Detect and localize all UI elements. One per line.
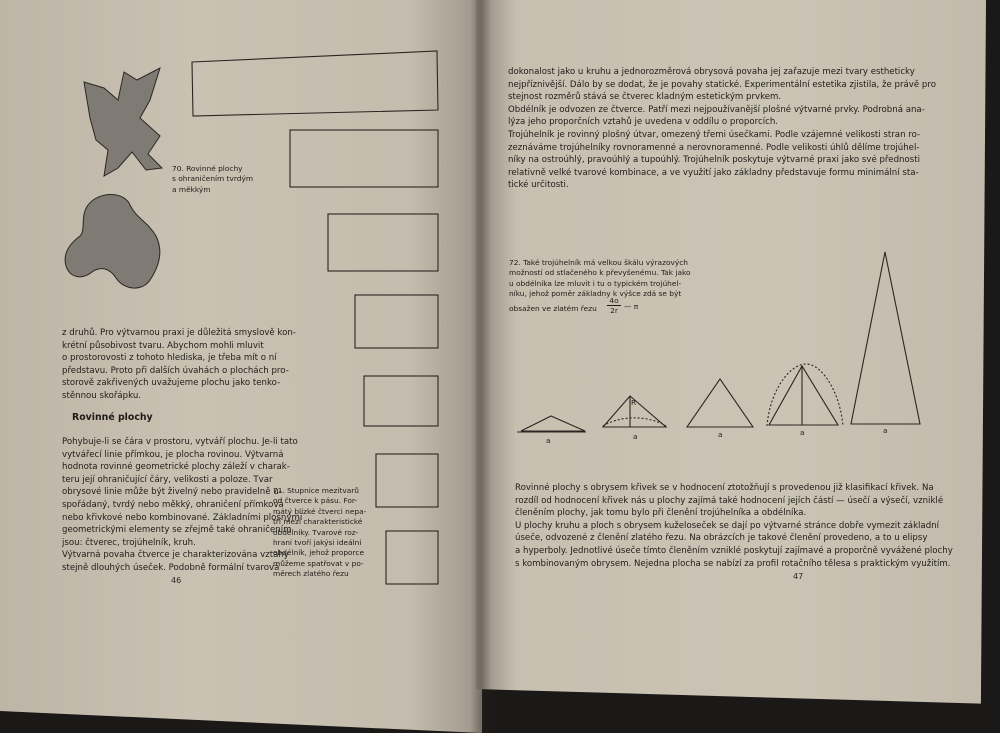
triangle-label: a: [718, 430, 723, 439]
rect-dim-tick: .: [442, 160, 444, 165]
arc-4: [767, 364, 843, 426]
rectangle-6: [376, 454, 438, 507]
rectangle-2: [290, 130, 438, 187]
triangle-label: a: [800, 428, 805, 437]
fig72-caption: 72. Také trojúhelník má velkou škálu výrazových možností od stlačeného k převyšenému. Tak jako u obdélníka lze mluvit i tu o typickém trojúhel- níku, jehož poměr základny k výšce zdá se být: [509, 258, 691, 299]
fraction-numerator: 4o: [609, 296, 619, 305]
fig72-formula-line: obsažen ve zlatém řezu: [509, 304, 597, 313]
rectangle-3: [328, 214, 438, 271]
triangle-label: a: [546, 436, 551, 445]
fig70-caption: 70. Rovinné plochy s ohraničením tvrdým a měkkým: [172, 164, 254, 194]
triangle-4: [769, 366, 838, 425]
triangle-1: [521, 416, 585, 431]
golden-ratio-fraction: [607, 296, 621, 315]
rectangle-5: [364, 376, 438, 426]
left-paragraph-2: Pohybuje-li se čára v prostoru, vytváří plochu. Je-li tato vytvářecí linie přímkou, je plocha rovinou. Výtvarná hodnota rovinné geometrické plochy záleží v charak- teru její ohraničující čáry, velikosti a poloze. Tvar obrysové linie může být živelný nebo pravidelně u- spořádaný, tvrdý nebo měkký, ohraničení přímková nebo křivkové nebo kombinované. Základními plošnými geometrickými elementy se zřejmě také ohraničením jsou: čtverec, trojúhelník, kruh. Výtvarná povaha čtverce je charakterizována vztahy stejně dlouhých úseček. Podobně formální tvarová: [62, 437, 303, 573]
triangle-label: a: [883, 426, 888, 435]
rect-dim-tick: .: [442, 82, 444, 87]
rect-dim-tick: .: [442, 240, 444, 245]
fig71-caption: 71. Stupnice mezitvarů od čtverce k pásu. For- mátý blízké čtverci nepa- tří mezi charakteristické obdélníky. Tvarové roz- hraní tvoří jakýsi ideální obdélník, jehož proporce můžeme spatřovat v po- měrech zlatého řezu: [273, 486, 367, 579]
soft-blob-figure: [65, 194, 160, 288]
triangle-3: [687, 379, 753, 427]
right-paragraph-2: Rovinné plochy s obrysem křivek se v hodnocení ztotožňují s provedenou již klasifikací křivek. Na rozdíl od hodnocení křivek nás u plochy zajímá také hodnocení jejích částí — úsečí a výsečí, vzniklé členěním plochy, jak tomu bylo při členění trojúhelníka a obdélníka. U plochy kruhu a ploch s obrysem kuželoseček se dají po výtvarné stránce dobře vymezit základní úseče, odvozené z členění zlatého řezu. Na obrázcích je takové členění provedeno, a to u elipsy a hyperboly. Jednotlivé úseče tímto členěním vzniklé poskytují zajímavé a proporčně vyvážené plochy s kombinovaným obrysem. Nejedna plocha se nabízí za profil rotačního tělesa s praktickým využitím.: [515, 483, 953, 569]
rectangle-4: [355, 295, 438, 348]
triangle-5: [851, 252, 920, 424]
left-paragraph-1: z druhů. Pro výtvarnou praxi je důležitá smyslově kon- krétní působivost tvaru. Abychom mohli mluvit o prostorovosti z tohoto hlediska, je třeba mít o ní představu. Proto při dalších úvahách o plochách pro- storově zakřivených uvažujeme plochu jako tenko- stěnnou skořápku.: [62, 328, 296, 401]
rect-dim-tick: .: [442, 320, 444, 325]
page-number-left: 46: [171, 576, 182, 585]
rectangle-7: [386, 531, 438, 584]
fraction-denominator: 2r: [607, 305, 621, 315]
formula-rhs: — π: [624, 302, 639, 311]
page-number-right: 47: [793, 572, 804, 581]
triangle-inner-label: R: [631, 398, 637, 407]
jagged-shape-figure: [84, 68, 162, 176]
triangle-label: a: [633, 432, 638, 441]
section-heading: Rovinné plochy: [72, 412, 153, 423]
rectangle-1: [192, 51, 438, 116]
right-paragraph-1: dokonalost jako u kruhu a jednorozměrová obrysová povaha jej zařazuje mezi tvary estheticky nejpříznivější. Dálo by se dodat, že je povahy statické. Experimentální estetika zjistila, že právě pro stejnost rozměrů stává se čtverec kladným estetickým prvkem. Obdélník je odvozen ze čtverce. Patří mezi nejpoužívanější plošné výtvarné prvky. Podrobná ana- lýza jeho proporčních vztahů je uvedena v oddílu o proporcích. Trojúhelník je rovinný plošný útvar, omezený třemi úsečkami. Podle vzájemné velikosti stran ro- zeznáváme trojúhelníky rovnoramenné a nerovnoramenné. Podle velikosti úhlů dělíme trojúhel- níky na ostroúhlý, pravoúhlý a tupoúhlý. Trojúhelník poskytuje výtvarné praxi jako své přednosti relativně velké tvarové kombinace, a ve využití jako základny představuje formu minimální sta- tické určitosti.: [508, 67, 936, 191]
